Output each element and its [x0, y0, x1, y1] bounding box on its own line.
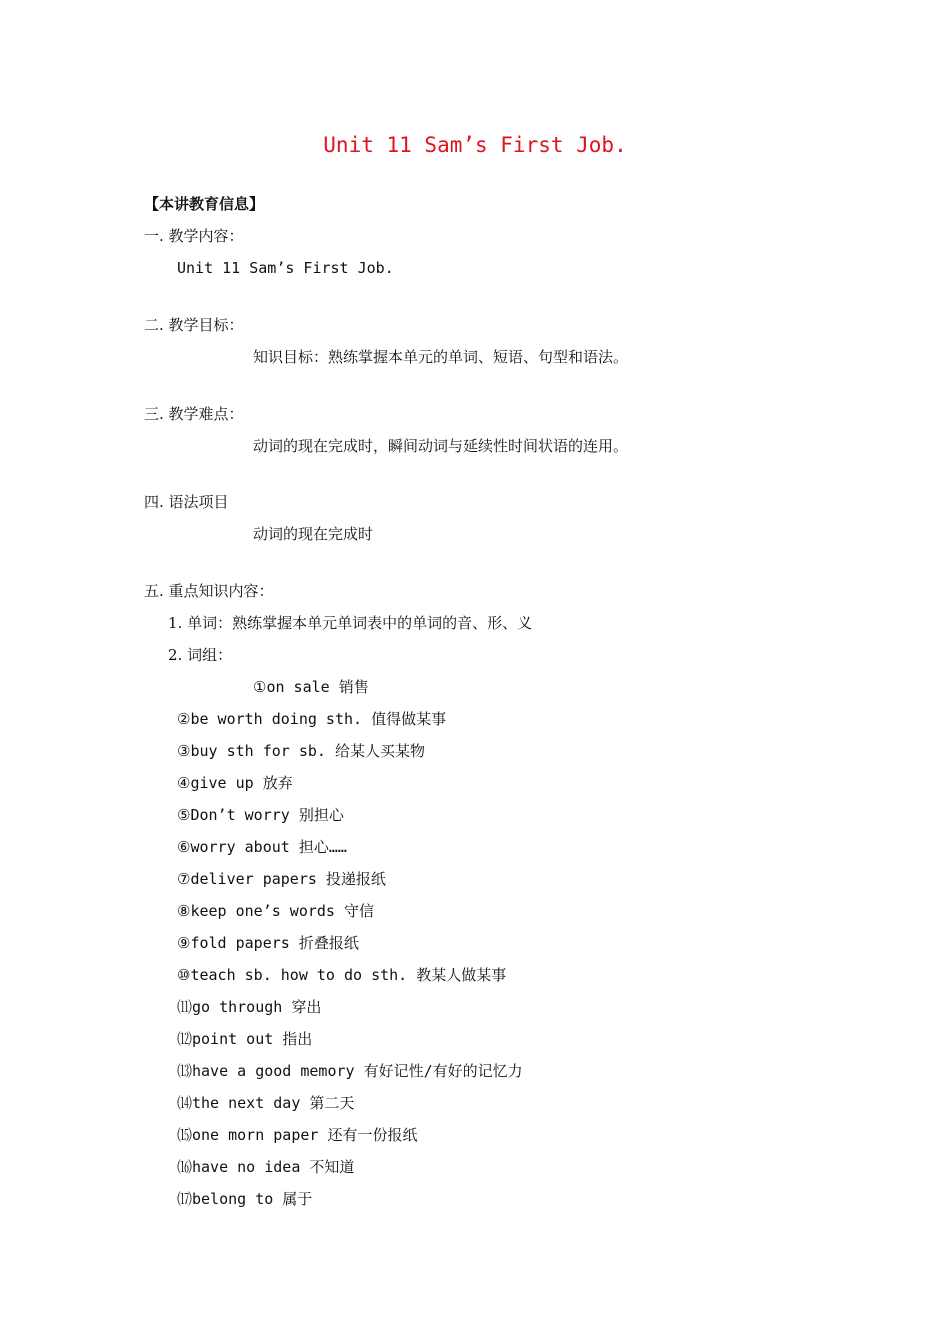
section-3-body: 动词的现在完成时，瞬间动词与延续性时间状语的连用。 — [253, 437, 629, 455]
section-4-body: 动词的现在完成时 — [253, 525, 374, 543]
phrase-item: ⑨fold papers 折叠报纸 — [177, 934, 359, 952]
phrase-item: ⒄belong to 属于 — [177, 1190, 313, 1208]
phrase-item: ⑩teach sb. how to do sth. 教某人做某事 — [177, 966, 507, 984]
phrase-item: ⒀have a good memory 有好记性/有好的记忆力 — [177, 1062, 523, 1080]
phrase-item: ⑾go through 穿出 — [177, 998, 322, 1016]
phrase-item: ⒁the next day 第二天 — [177, 1094, 355, 1112]
info-header: 【本讲教育信息】 — [144, 195, 265, 213]
phrase-item: ④give up 放弃 — [177, 774, 293, 792]
phrase-item: ⑧keep one’s words 守信 — [177, 902, 374, 920]
phrase-item: ③buy sth for sb. 给某人买某物 — [177, 742, 425, 760]
sub-item-vocabulary: 1. 单词：熟练掌握本单元单词表中的单词的音、形、义 — [168, 614, 533, 632]
phrase-item: ⒂one morn paper 还有一份报纸 — [177, 1126, 418, 1144]
section-1-body: Unit 11 Sam’s First Job. — [177, 259, 394, 277]
section-1-heading: 一. 教学内容： — [144, 227, 244, 245]
phrase-item: ⑥worry about 担心…… — [177, 838, 347, 856]
phrase-item: ②be worth doing sth. 值得做某事 — [177, 710, 447, 728]
phrase-item: ①on sale 销售 — [253, 678, 369, 696]
document-title: Unit 11 Sam’s First Job. — [323, 133, 627, 157]
phrase-item: ⑦deliver papers 投递报纸 — [177, 870, 386, 888]
section-2-heading: 二. 教学目标： — [144, 316, 244, 334]
phrase-item: ⑿point out 指出 — [177, 1030, 313, 1048]
section-4-heading: 四. 语法项目 — [144, 493, 229, 511]
sub-item-phrases: 2. 词组： — [168, 646, 233, 664]
phrase-item: ⑤Don’t worry 别担心 — [177, 806, 344, 824]
section-2-body: 知识目标：熟练掌握本单元的单词、短语、句型和语法。 — [253, 348, 629, 366]
section-3-heading: 三. 教学难点： — [144, 405, 244, 423]
section-5-heading: 五. 重点知识内容： — [144, 582, 274, 600]
phrase-item: ⒃have no idea 不知道 — [177, 1158, 355, 1176]
